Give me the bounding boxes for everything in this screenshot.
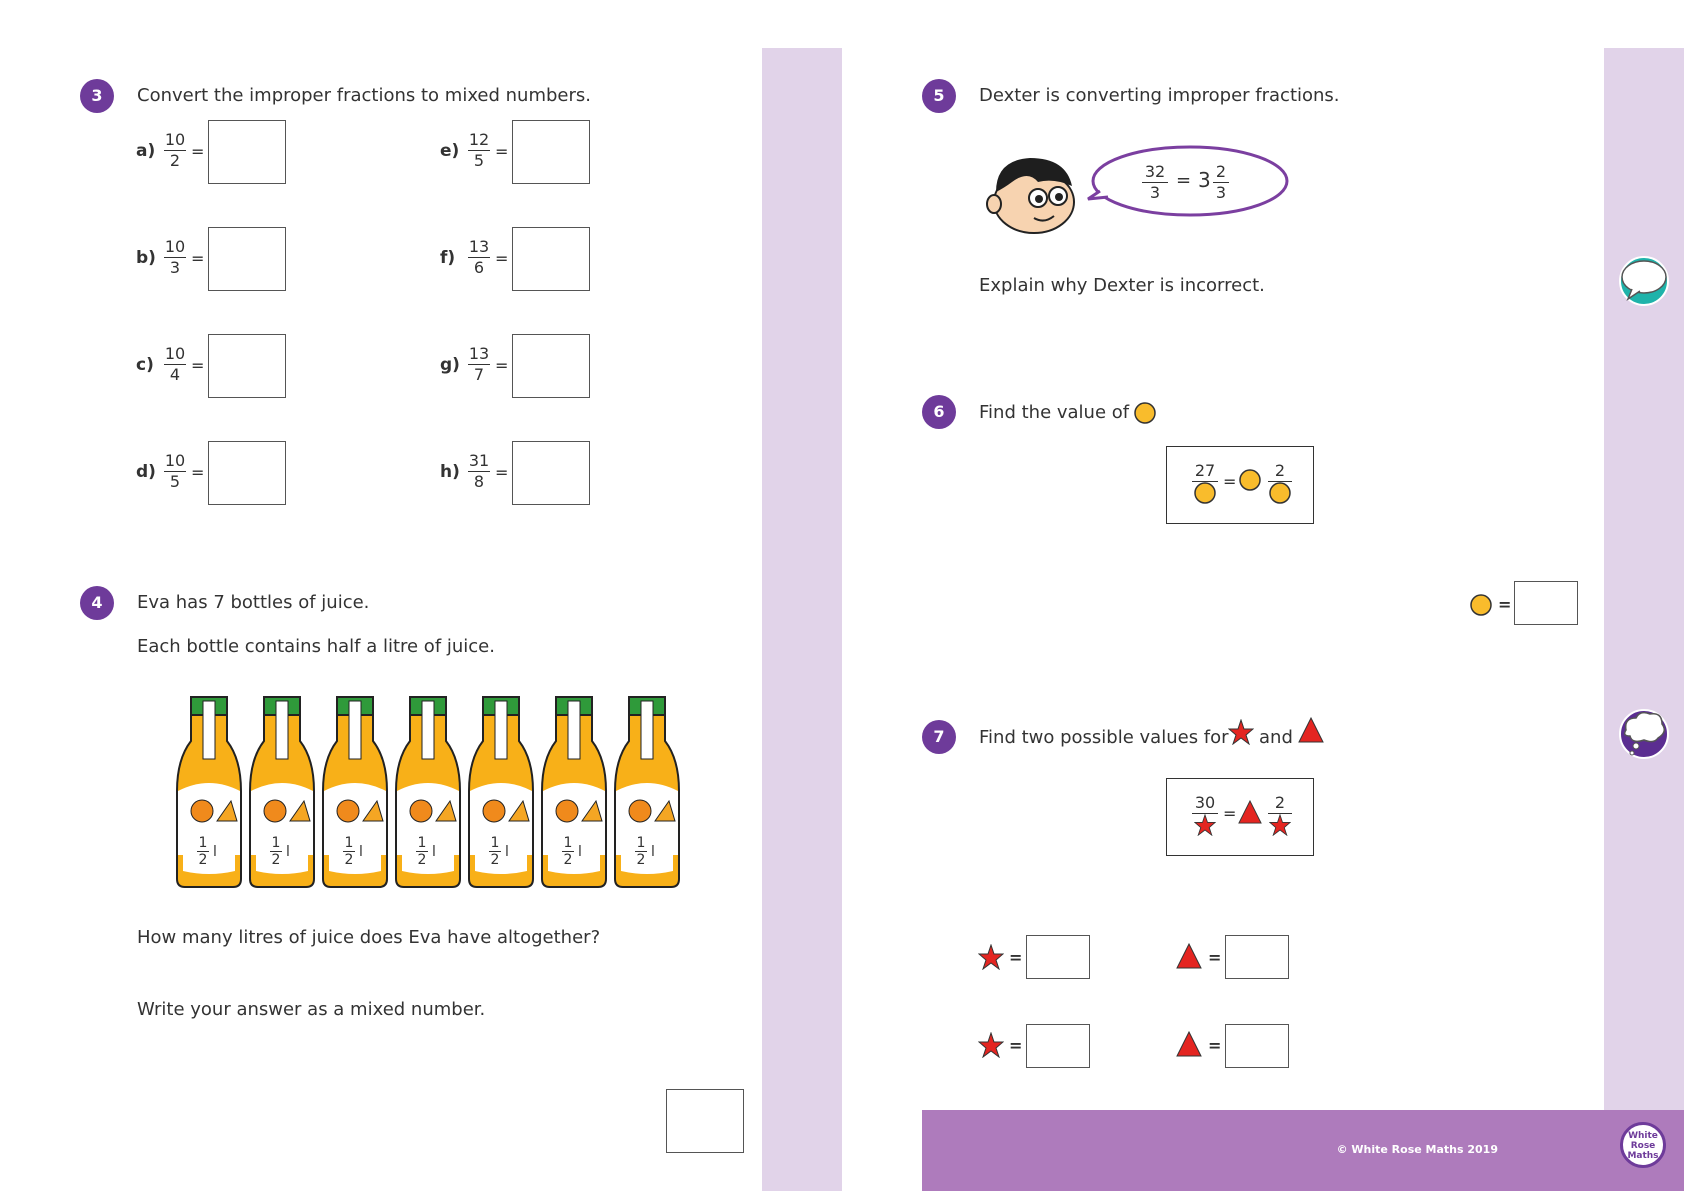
question-6-proper-fraction [1268,461,1292,504]
question-7-badge: 7 [922,720,956,754]
right-page-side-strip [1604,48,1684,1110]
question-3-answer-box[interactable] [208,227,286,291]
question-3-item-fraction [468,130,490,171]
copyright-text: © White Rose Maths 2019 [1336,1143,1498,1156]
question-3-item-label: h) [440,462,460,482]
question-3-item-label: g) [440,355,460,375]
question-3-item-fraction [164,130,186,171]
question-6-numerator: 27 [1194,461,1216,480]
question-6-prompt: Find the value of [979,402,1130,423]
speech-equals: = [1176,170,1192,191]
fraction-numerator: 10 [164,451,186,470]
question-4-badge: 4 [80,586,114,620]
question-6-answer-box[interactable] [1514,581,1578,625]
fraction-numerator: 13 [468,237,490,256]
bottle-label-numerator: 1 [198,835,208,851]
bottle-label-unit: l [213,844,217,860]
question-3-item-equals: = [191,356,205,375]
question-5-follow-up: Explain why Dexter is incorrect. [979,275,1265,296]
question-3-item-fraction [164,344,186,385]
bottle-label-numerator: 1 [563,835,573,851]
bottle-label-numerator: 1 [636,835,646,851]
star-answer-2-box[interactable] [1026,1024,1090,1068]
question-6-improper-fraction [1192,461,1218,504]
star-answer-1-icon [978,944,1004,970]
star-answer-2-equals: = [1009,1036,1023,1055]
speech-whole-number: 3 [1198,168,1211,192]
question-4-question: How many litres of juice does Eva have altogether? [137,927,601,948]
question-3-answer-box[interactable] [208,120,286,184]
bottle-volume-label [343,835,355,868]
bottle-volume-label [416,835,428,868]
question-3-item-label: a) [136,141,156,161]
question-7-proper-fraction [1268,793,1292,836]
star-answer-1-box[interactable] [1026,935,1090,979]
fraction-numerator: 12 [468,130,490,149]
bottle-label-unit: l [505,844,509,860]
fraction-denominator: 4 [169,365,181,384]
triangle-symbol-icon [1298,717,1324,743]
logo-line-1: White [1628,1131,1658,1141]
circle-answer-icon [1469,593,1493,617]
question-3-answer-box[interactable] [512,334,590,398]
logo-line-3: Maths [1627,1151,1659,1161]
question-3-answer-box[interactable] [512,227,590,291]
question-7-numerator: 30 [1194,793,1216,812]
question-4-line1: Eva has 7 bottles of juice. [137,592,370,613]
bottle-label-denominator: 2 [417,852,427,868]
bottle-volume-label [562,835,574,868]
star-denominator-icon [1194,814,1216,836]
circle-denominator-icon [1194,482,1216,504]
speech-proper-numerator: 2 [1215,162,1227,181]
fraction-denominator: 5 [169,472,181,491]
fraction-denominator: 7 [473,365,485,384]
bottle-label-denominator: 2 [271,852,281,868]
juice-bottle [613,695,681,889]
juice-bottle [467,695,535,889]
bottle-label-numerator: 1 [490,835,500,851]
question-3-item-equals: = [191,142,205,161]
bottle-label-unit: l [432,844,436,860]
speech-improper-fraction [1142,162,1168,203]
speech-fraction-denominator: 3 [1149,183,1161,202]
question-3-item-label: b) [136,248,156,268]
juice-bottle-icon [540,695,608,889]
speech-proper-denominator: 3 [1215,183,1227,202]
circle-whole-icon [1239,469,1261,491]
bottle-label-denominator: 2 [636,852,646,868]
question-3-item-equals: = [495,249,509,268]
question-7-proper-numerator: 2 [1274,793,1286,812]
question-3-item-label: c) [136,355,154,375]
fraction-numerator: 10 [164,344,186,363]
juice-bottle-icon [175,695,243,889]
footer-bar [922,1110,1684,1191]
fraction-numerator: 10 [164,237,186,256]
fraction-denominator: 2 [169,151,181,170]
question-3-answer-box[interactable] [208,334,286,398]
triangle-answer-2-box[interactable] [1225,1024,1289,1068]
dexter-character-icon [982,152,1078,236]
question-3-answer-box[interactable] [512,441,590,505]
white-rose-maths-logo [1620,1122,1666,1168]
bottle-label-denominator: 2 [490,852,500,868]
bottle-volume-label [489,835,501,868]
bottle-label-unit: l [286,844,290,860]
fraction-numerator: 13 [468,344,490,363]
question-7-and: and [1259,727,1293,748]
bottle-label-numerator: 1 [344,835,354,851]
question-3-badge: 3 [80,79,114,113]
question-3-item-label: e) [440,141,460,161]
speech-fraction-numerator: 32 [1144,162,1166,181]
question-5-prompt: Dexter is converting improper fractions. [979,85,1340,106]
question-4-answer-box[interactable] [666,1089,744,1153]
question-3-item-fraction [468,451,490,492]
triangle-answer-1-icon [1176,943,1202,969]
circle-symbol-icon [1134,402,1156,424]
question-3-item-fraction [468,237,490,278]
bottle-label-denominator: 2 [198,852,208,868]
bottle-volume-label [635,835,647,868]
bottle-label-numerator: 1 [271,835,281,851]
bottle-label-denominator: 2 [563,852,573,868]
bottle-volume-label [197,835,209,868]
bottle-volume-label [270,835,282,868]
question-6-equals: = [1223,472,1237,491]
triangle-answer-1-equals: = [1208,948,1222,967]
question-6-badge: 6 [922,395,956,429]
speech-proper-fraction [1213,162,1229,203]
juice-bottle [175,695,243,889]
talk-speech-icon[interactable] [1618,255,1670,307]
question-4-line2: Each bottle contains half a litre of juice. [137,636,495,657]
triangle-answer-2-icon [1176,1031,1202,1057]
bottle-label-numerator: 1 [417,835,427,851]
juice-bottle [540,695,608,889]
question-3-prompt: Convert the improper fractions to mixed numbers. [137,85,591,106]
juice-bottle-icon [248,695,316,889]
juice-bottle [321,695,389,889]
logo-line-2: Rose [1630,1141,1656,1151]
triangle-answer-2-equals: = [1208,1036,1222,1055]
question-7-improper-fraction [1192,793,1218,836]
star-symbol-icon [1228,719,1254,745]
juice-bottle [394,695,462,889]
question-7-equals: = [1223,804,1237,823]
question-3-item-equals: = [495,142,509,161]
bottle-label-unit: l [359,844,363,860]
triangle-answer-1-box[interactable] [1225,935,1289,979]
star-answer-1-equals: = [1009,948,1023,967]
fraction-numerator: 10 [164,130,186,149]
question-3-item-fraction [468,344,490,385]
circle-proper-denominator-icon [1269,482,1291,504]
juice-bottle [248,695,316,889]
fraction-denominator: 6 [473,258,485,277]
question-6-answer-equals: = [1498,595,1512,614]
question-4-instruction: Write your answer as a mixed number. [137,999,486,1020]
fraction-numerator: 31 [468,451,490,470]
juice-bottle-icon [394,695,462,889]
question-6-proper-numerator: 2 [1274,461,1286,480]
fraction-denominator: 3 [169,258,181,277]
star-answer-2-icon [978,1032,1004,1058]
fraction-denominator: 8 [473,472,485,491]
question-3-item-label: d) [136,462,156,482]
question-3-answer-box[interactable] [208,441,286,505]
bottle-label-denominator: 2 [344,852,354,868]
question-3-item-fraction [164,451,186,492]
question-3-item-equals: = [191,249,205,268]
question-3-item-equals: = [191,463,205,482]
triangle-whole-icon [1238,800,1262,824]
bottle-label-unit: l [578,844,582,860]
juice-bottle-icon [613,695,681,889]
juice-bottle-icon [467,695,535,889]
question-3-item-equals: = [495,356,509,375]
question-7-prompt: Find two possible values for [979,727,1229,748]
fraction-denominator: 5 [473,151,485,170]
think-thought-icon[interactable] [1618,708,1670,760]
bottle-label-unit: l [651,844,655,860]
juice-bottle-icon [321,695,389,889]
question-5-badge: 5 [922,79,956,113]
left-page-side-strip [762,48,842,1191]
star-proper-denominator-icon [1269,814,1291,836]
question-3-answer-box[interactable] [512,120,590,184]
question-3-item-fraction [164,237,186,278]
question-3-item-equals: = [495,463,509,482]
question-3-item-label: f) [440,248,456,268]
